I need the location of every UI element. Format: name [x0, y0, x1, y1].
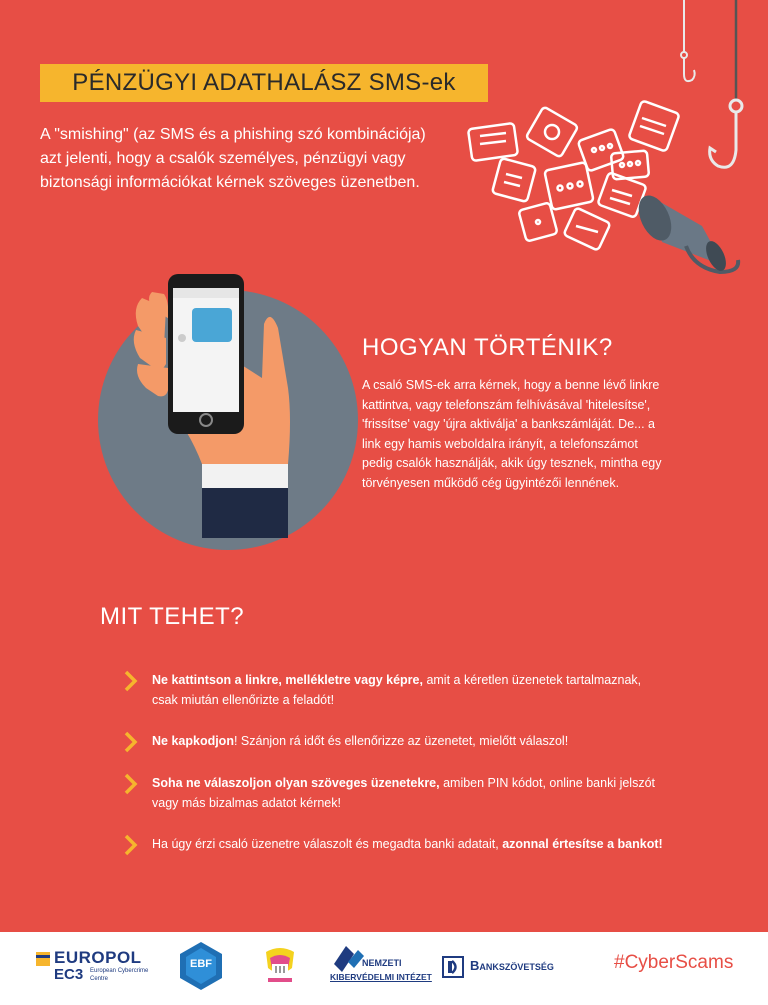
tip-text: vagy más bizalmas adatot kérnek!	[152, 796, 341, 810]
tip-bold: Ne kapkodjon	[152, 734, 234, 748]
ebf-logo	[176, 940, 226, 996]
chevron-right-icon	[124, 670, 152, 710]
tip-text: csak miután ellenőrizte a feladót!	[152, 693, 335, 707]
what-title: MIT TEHET?	[100, 603, 245, 630]
chevron-right-icon	[124, 834, 152, 862]
how-line: törvényesen működő cég ügyintézői lennének.	[362, 475, 620, 490]
nki-logo	[328, 944, 444, 994]
title-banner	[40, 64, 488, 102]
nki-line1: NEMZETI	[362, 958, 402, 968]
how-line: link egy hamis weboldalra irányít, a telefonszámot	[362, 436, 638, 451]
intro-line: A "smishing" (az SMS és a phishing szó kombinációja)	[40, 126, 426, 143]
how-paragraph	[362, 376, 712, 493]
intro-paragraph	[40, 123, 460, 195]
bank-text: Bankszövetség	[470, 958, 554, 973]
hashtag: #CyberScams	[614, 952, 734, 973]
ec3-text: EC3	[54, 966, 84, 983]
tip-text: Ha úgy érzi csaló üzenetre válaszolt és megadta banki adatait,	[152, 837, 503, 851]
chat-bubbles-megaphone-icon	[462, 96, 752, 286]
tip-bold: Soha ne válaszoljon olyan szöveges üzenetekre,	[152, 776, 440, 790]
page-title: PÉNZÜGYI ADATHALÁSZ SMS-ek	[72, 69, 456, 96]
tip-bold: Ne kattintson a linkre, mellékletre vagy képre,	[152, 673, 423, 687]
tip-item	[124, 670, 724, 710]
phone-in-hand-illustration	[92, 268, 362, 552]
tip-item	[124, 834, 724, 862]
how-line: A csaló SMS-ek arra kérnek, hogy a benne lévő linkre	[362, 378, 660, 392]
how-title: HOGYAN TÖRTÉNIK?	[362, 334, 613, 361]
intro-line: azt jelenti, hogy a csalók személyes, pénzügyi vagy	[40, 150, 406, 167]
tip-item	[124, 773, 724, 813]
tip-text: amiben PIN kódot, online banki jelszót	[439, 776, 656, 790]
emblem-logo	[262, 946, 298, 991]
ec3-sub: European Cybercrime	[90, 968, 149, 974]
nki-line2: KIBERVÉDELMI INTÉZET	[330, 972, 432, 982]
europol-ec3-logo	[36, 950, 166, 990]
how-line: kattintva, vagy telefonszám felhívásával 'hitelesítse',	[362, 397, 651, 412]
how-line: 'frissítse' vagy 'újra aktiválja' a bankszámláját. De... a	[362, 417, 655, 431]
tip-text: ! Szánjon rá időt és ellenőrizze az üzenetet, mielőtt válaszol!	[233, 734, 569, 748]
tip-item	[124, 731, 724, 759]
chevron-right-icon	[124, 731, 152, 759]
tip-text: amit a kéretlen üzenetek tartalmaznak,	[422, 673, 642, 687]
europol-text: EUROPOL	[54, 948, 142, 967]
ebf-text: EBF	[190, 958, 212, 970]
ec3-sub: Centre	[90, 976, 109, 982]
how-line: pedig csalók használják, akik úgy tesznek, mintha egy	[362, 456, 662, 470]
intro-line: biztonsági információkat kérnek szöveges üzenetben.	[40, 174, 420, 191]
bankszovetseg-logo	[442, 956, 592, 982]
chevron-right-icon	[124, 773, 152, 813]
tip-bold: azonnal értesítse a bankot!	[502, 837, 663, 851]
